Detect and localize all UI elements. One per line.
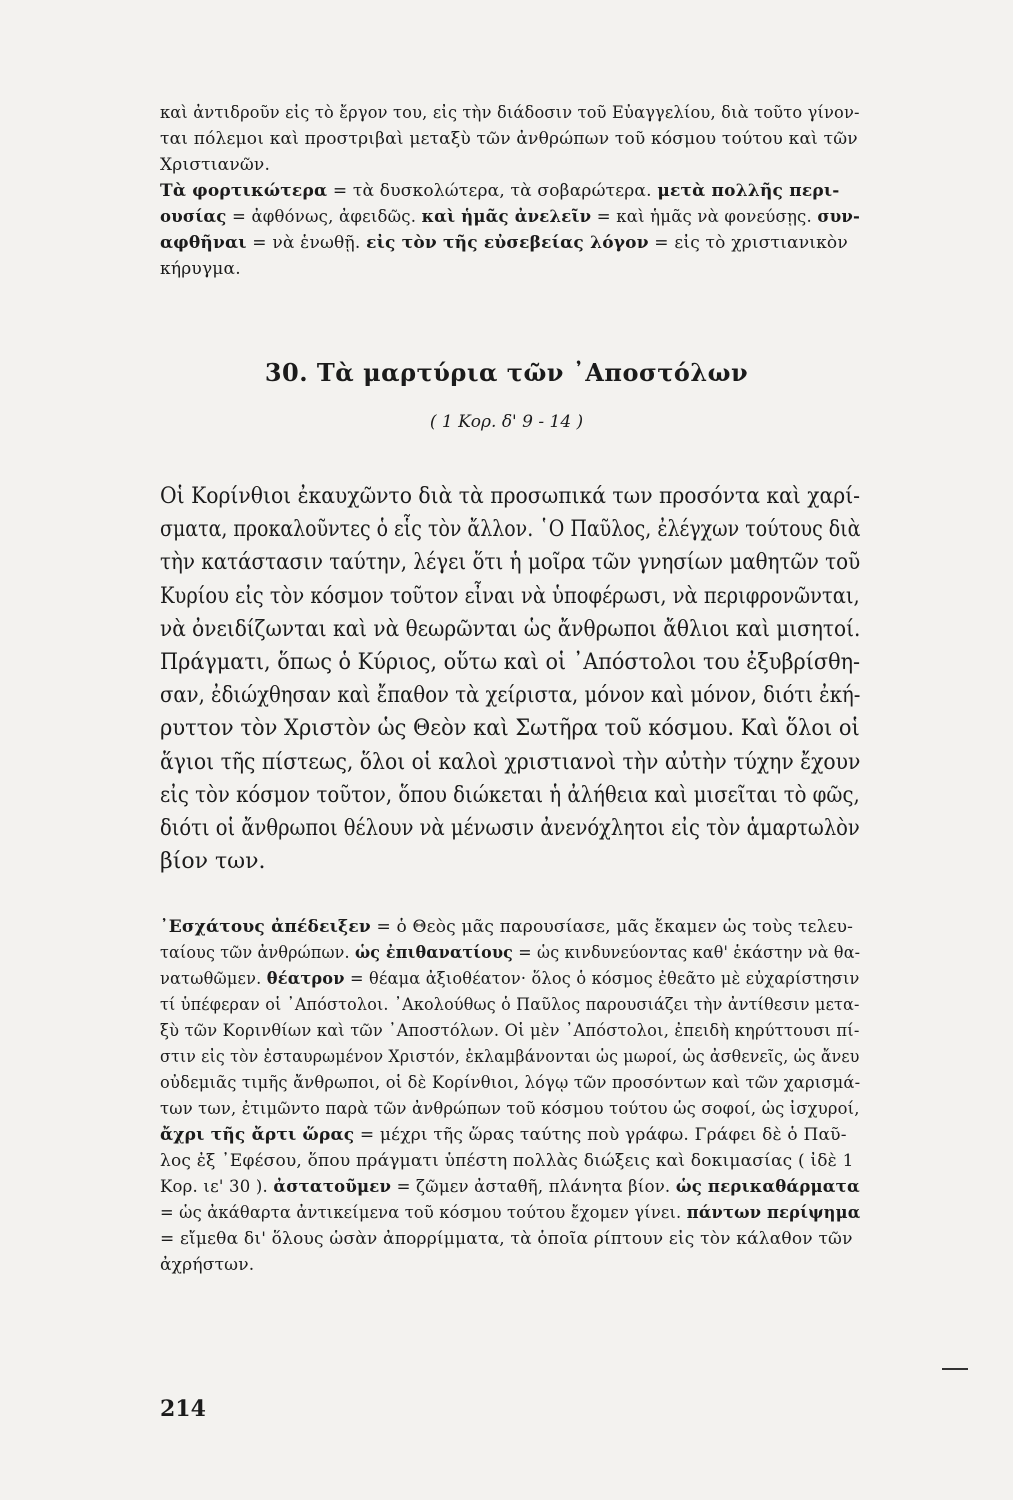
bold-term: ὡς ἐπιθανατίους [354, 943, 514, 963]
text-run: στιν εἰς τὸν ἐσταυρωμένον Χριστόν, ἐκλαμβάνονται ὡς μωροί, ὡς ἀσθενεῖς, ὡς ἄνευ [160, 1047, 860, 1067]
text-line: ἅγιοι τῆς πίστεως, ὅλοι οἱ καλοὶ χριστιανοὶ τὴν αὐτὴν τύχην ἔχουν [160, 749, 861, 775]
text-line: βίον των. [160, 849, 266, 875]
text-run: οὐδεμιᾶς τιμῆς ἄνθρωποι, οἱ δὲ Κορίνθιοι, λόγῳ τῶν προσόντων καὶ τῶν χαρισμά- [160, 1073, 861, 1093]
text-line [160, 126, 860, 152]
text-line [160, 914, 860, 940]
bold-term: ἀστατοῦμεν [273, 1177, 392, 1197]
text-line [160, 178, 860, 204]
text-run: = καὶ ἡμᾶς νὰ φονεύσῃς. [591, 207, 818, 227]
notes-paragraph [160, 914, 860, 1278]
text-line [160, 992, 860, 1018]
text-run: καὶ ἀντιδροῦν εἰς τὸ ἔργον του, εἰς τὴν διάδοσιν τοῦ Εὐαγγελίου, διὰ τοῦτο γίνον- [160, 103, 860, 123]
text-run: των των, ἐτιμῶντο παρὰ τῶν ἀνθρώπων τοῦ κόσμου τούτου ὡς σοφοί, ὡς ἰσχυροί, [160, 1099, 860, 1119]
bold-term: μετὰ πολλῆς περι- [657, 181, 840, 201]
text-line: σαν, ἐδιώχθησαν καὶ ἔπαθον τὰ χείριστα, μόνον καὶ μόνον, διότι ἐκή- [160, 683, 861, 709]
bold-term: ᾿Εσχάτους ἀπέδειξεν [160, 917, 371, 937]
text-line [160, 1122, 860, 1148]
page-number: 214 [160, 1396, 206, 1422]
text-run: Κορ. ιε' 30 ). [160, 1177, 274, 1197]
bold-term: θέατρον [266, 969, 345, 989]
bold-term: αφθῆναι [160, 233, 247, 253]
text-line [160, 100, 860, 126]
text-run: = ζῶμεν ἀσταθῆ, πλάνητα βίον. [391, 1177, 676, 1197]
text-line [160, 1174, 860, 1200]
bold-term: ἄχρι τῆς ἄρτι ὥρας [160, 1125, 355, 1145]
text-run: = ὁ Θεὸς μᾶς παρουσίασε, μᾶς ἔκαμεν ὡς τοὺς τελευ- [370, 917, 854, 937]
text-line: ρυττον τὸν Χριστὸν ὡς Θεὸν καὶ Σωτῆρα τοῦ κόσμου. Καὶ ὅλοι οἱ [160, 716, 860, 742]
section-title: 30. Τὰ μαρτύρια τῶν ᾿Αποστόλων [264, 358, 749, 387]
text-run: = εἰς τὸ χριστιανικὸν [648, 233, 848, 253]
text-line [160, 940, 861, 966]
text-line: Πράγματι, ὅπως ὁ Κύριος, οὕτω καὶ οἱ ᾿Απόστολοι του ἐξυβρίσθη- [160, 650, 861, 676]
text-run: κήρυγμα. [160, 259, 241, 279]
text-line [160, 1018, 860, 1044]
bold-term: ὡς περικαθάρματα [675, 1177, 860, 1197]
text-run: Χριστιανῶν. [160, 155, 271, 175]
text-line [160, 1226, 860, 1252]
text-line [160, 1096, 860, 1122]
text-line: εἰς τὸν κόσμον τοῦτον, ὅπου διώκεται ἡ ἀλήθεια καὶ μισεῖται τὸ φῶς, [160, 782, 860, 808]
text-run: = ὡς κινδυνεύοντας καθ' ἑκάστην νὰ θα- [513, 943, 861, 963]
text-run: ται πόλεμοι καὶ προστριβαὶ μεταξὺ τῶν ἀνθρώπων τοῦ κόσμου τούτου καὶ τῶν [160, 129, 858, 149]
text-line [160, 204, 861, 230]
text-line: Κυρίου εἰς τὸν κόσμον τοῦτον εἶναι νὰ ὑποφέρωσι, νὰ περιφρονῶνται, [160, 583, 860, 609]
text-line: σματα, προκαλοῦντες ὁ εἷς τὸν ἄλλον. ῾Ο Παῦλος, ἐλέγχων τούτους διὰ [160, 517, 861, 543]
text-line [160, 152, 860, 178]
scripture-reference: ( 1 Κορ. δ' 9 - 14 ) [429, 412, 584, 432]
text-run: = μέχρι τῆς ὥρας ταύτης ποὺ γράφω. Γράφει δὲ ὁ Παῦ- [354, 1125, 847, 1145]
text-line: διότι οἱ ἄνθρωποι θέλουν νὰ μένωσιν ἀνενόχλητοι εἰς τὸν ἁμαρτωλὸν [160, 816, 860, 842]
bold-term: ουσίας [160, 207, 227, 227]
text-line [160, 1200, 861, 1226]
bold-term: εἰς τὸν τῆς εὐσεβείας λόγον [366, 233, 649, 253]
main-paragraph [160, 480, 860, 878]
text-run: λος ἐξ ᾿Εφέσου, ὅπου πράγματι ὑπέστη πολλὰς διώξεις καὶ δοκιμασίας ( ἰδὲ 1 [160, 1151, 854, 1171]
text-line [160, 256, 860, 282]
text-run: ταίους τῶν ἀνθρώπων. [160, 943, 355, 963]
bold-term: καὶ ἡμᾶς ἀνελεῖν [421, 207, 592, 227]
bold-term: συν- [817, 207, 861, 227]
text-line [160, 1148, 860, 1174]
top-paragraph [160, 100, 860, 282]
text-line [160, 966, 860, 992]
text-run: ἀχρήστων. [160, 1255, 255, 1275]
text-run: = νὰ ἑνωθῇ. [246, 233, 367, 253]
text-run: = τὰ δυσκολώτερα, τὰ σοβαρώτερα. [327, 181, 658, 201]
text-line: τὴν κατάστασιν ταύτην, λέγει ὅτι ἡ μοῖρα τῶν γνησίων μαθητῶν τοῦ [160, 550, 861, 576]
text-run: = ἀφθόνως, ἀφειδῶς. [226, 207, 422, 227]
text-run: ξὺ τῶν Κορινθίων καὶ τῶν ᾿Αποστόλων. Οἱ μὲν ᾿Απόστολοι, ἐπειδὴ κηρύττουσι πί- [160, 1021, 860, 1041]
bold-term: Τὰ φορτικώτερα [160, 181, 328, 201]
text-line [160, 1070, 861, 1096]
text-run: τί ὑπέφεραν οἱ ᾿Απόστολοι. ᾿Ακολούθως ὁ Παῦλος παρουσιάζει τὴν ἀντίθεσιν μετα- [160, 995, 860, 1015]
bold-term: πάντων περίψημα [686, 1203, 861, 1223]
text-run: = θέαμα ἀξιοθέατον· ὅλος ὁ κόσμος ἐθεᾶτο μὲ εὐχαρίστησιν [344, 969, 860, 989]
text-run: = ὡς ἀκάθαρτα ἀντικείμενα τοῦ κόσμου τούτου ἔχομεν γίνει. [160, 1203, 687, 1223]
text-run: = εἴμεθα δι' ὅλους ὡσὰν ἀπορρίμματα, τὰ ὁποῖα ρίπτουν εἰς τὸν κάλαθον τῶν [160, 1229, 853, 1249]
text-line: Οἱ Κορίνθιοι ἐκαυχῶντο διὰ τὰ προσωπικά των προσόντα καὶ χαρί- [160, 484, 861, 509]
text-line: νὰ ὀνειδίζωνται καὶ νὰ θεωρῶνται ὡς ἄνθρωποι ἄθλιοι καὶ μισητοί. [160, 616, 861, 642]
margin-dash [942, 1368, 968, 1370]
text-run: νατωθῶμεν. [160, 969, 267, 989]
text-line [160, 230, 860, 256]
text-line [160, 1252, 860, 1278]
text-line [160, 1044, 860, 1070]
